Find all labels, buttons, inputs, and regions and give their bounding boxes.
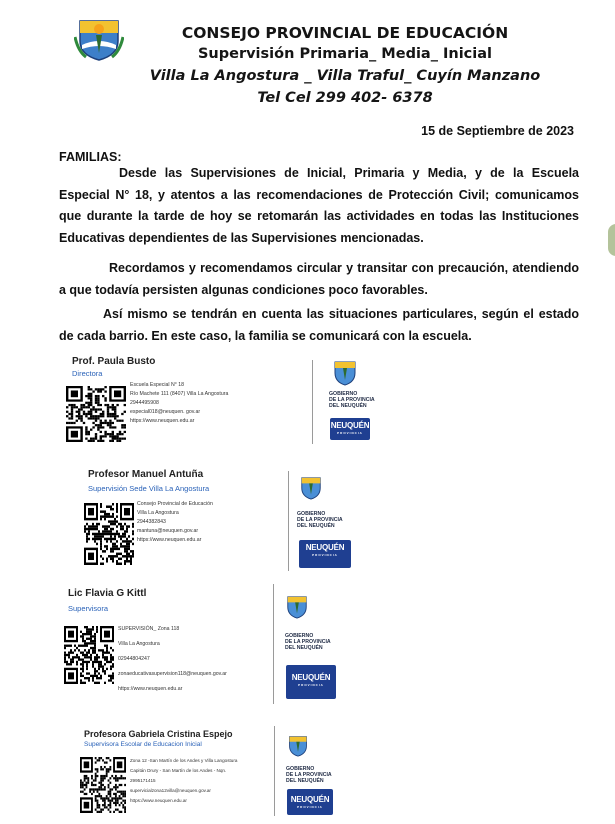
contact-line: 2944495908 [130,400,159,406]
contact-line: https://www.neuquen.edu.ar [130,418,195,424]
gov-line: DEL NEUQUÉN [285,645,323,651]
gov-line: DE LA PROVINCIA [286,772,332,778]
contact-line: zonaeducativasupervision118@neuquen.gov.ar [118,671,227,677]
signature-name: Prof. Paula Busto [72,356,156,367]
divider [274,726,275,816]
gov-line: GOBIERNO [329,391,358,397]
paragraph-3 [59,304,579,347]
signature-card [80,724,350,818]
header-institution: CONSEJO PROVINCIAL DE EDUCACIÓN [181,24,509,42]
brand-name: NEUQUÉN [330,421,370,430]
contact-line: https://www.neuquen.edu.ar [130,798,187,803]
signature-card [78,463,378,573]
signature-card [64,584,354,706]
neuquen-shield-icon [299,475,323,501]
contact-line: Consejo Provincial de Educación [137,501,213,507]
paragraph-2-text: Recordamos y recomendamos circular y transitar con precaución, atendiendo a que todavía persisten algunas condiciones poco favorables. [59,261,579,297]
brand-sub: PROVINCIA [312,553,338,557]
signature-contact [137,500,213,545]
government-label [286,766,332,784]
signature-contact [118,622,227,697]
contact-line: https://www.neuquen.edu.ar [137,537,202,543]
signature-role: Directora [72,369,103,378]
brand-sub: PROVINCIA [298,683,324,687]
gov-line: DEL NEUQUÉN [329,403,367,409]
signature-role: Supervisora [68,604,109,613]
qr-code-icon [80,757,126,813]
qr-code-icon [84,503,134,565]
gov-line: DEL NEUQUÉN [297,523,335,529]
neuquen-brand-logo [287,789,333,815]
brand-name: NEUQUÉN [305,543,345,552]
contact-line: especial018@neuquen. gov.ar [130,409,201,415]
brand-sub: PROVINCIA [297,805,323,809]
contact-line: mantuna@neuquen.gov.ar [137,528,199,534]
signature-card [62,350,412,450]
signature-name: Lic Flavia G Kittl [68,588,147,599]
gov-line: GOBIERNO [286,766,315,772]
divider [273,584,274,704]
government-label [329,391,375,409]
header-localities: Villa La Angostura _ Villa Traful_ Cuyín Manzano [149,68,541,84]
gov-line: DEL NEUQUÉN [286,778,324,784]
contact-line: Villa La Angostura [137,510,179,516]
contact-line: supervicialzona12villa@neuquen.gov.ar [130,788,211,793]
header-phone: Tel Cel 299 402- 6378 [257,90,433,106]
provincial-crest-logo [74,17,124,61]
paragraph-2 [59,258,579,301]
neuquen-shield-icon [332,360,358,386]
paragraph-1-text: Desde las Supervisiones de Inicial, Primaria y Media, y de la Escuela Especial N° 18, y atentos a las recomendaciones de Protección Civil; comunicamos que durante la tarde de hoy se retomarán las actividades en todas las Instituciones Educativas dependientes de las Supervisiones mencionadas. [59,166,579,245]
contact-line: 2995171415 [130,778,156,783]
signature-role: Supervisión Sede Villa La Angostura [88,484,210,493]
neuquen-shield-icon [285,594,309,620]
gov-line: GOBIERNO [285,633,314,639]
neuquen-brand-logo [286,665,336,699]
signature-contact [130,756,237,806]
brand-name: NEUQUÉN [291,673,331,682]
signature-name: Profesora Gabriela Cristina Espejo [84,729,233,739]
paragraph-1 [59,163,579,249]
contact-line: Villa La Angostura [118,641,160,647]
page-edge-mark [608,224,615,256]
contact-line: 02944804247 [118,656,150,662]
neuquen-shield-icon [287,734,309,758]
divider [312,360,313,444]
gov-line: DE LA PROVINCIA [297,517,343,523]
government-label [285,633,331,651]
qr-code-icon [66,386,126,442]
government-label [297,511,343,529]
gov-line: DE LA PROVINCIA [329,397,375,403]
brand-name: NEUQUÉN [290,795,330,804]
neuquen-brand-logo [330,418,370,440]
paragraph-3-text: Así mismo se tendrán en cuenta las situaciones particulares, según el estado de cada barrio. En este caso, la familia se comunicará con la escuela. [59,307,579,343]
neuquen-brand-logo [299,540,351,568]
contact-line: Escuela Especial N° 18 [130,382,184,388]
contact-line: Río Machete 111 (8407) Villa La Angostura [130,391,229,397]
letter-date: 15 de Septiembre de 2023 [421,124,574,138]
contact-line: Zona 12 -San Martín de los Andes y Villa Langostura [130,758,238,763]
salutation: FAMILIAS: [59,150,122,164]
contact-line: 2944382843 [137,519,166,525]
contact-line: Capitán Drury - San Martín de los Andes - Nqn. [130,768,227,773]
qr-code-icon [64,626,114,684]
signature-name: Profesor Manuel Antuña [88,469,204,480]
gov-line: GOBIERNO [297,511,326,517]
contact-line: SUPERVISIÓN_ Zona 118 [118,626,180,632]
header-supervision: Supervisión Primaria_ Media_ Inicial [197,46,493,62]
signature-contact [130,381,228,426]
contact-line: https://www.neuquen.edu.ar [118,686,183,692]
signature-role: Supervisora Escolar de Educacion Inicial [84,741,202,748]
brand-sub: PROVINCIA [337,431,363,435]
divider [288,471,289,571]
gov-line: DE LA PROVINCIA [285,639,331,645]
